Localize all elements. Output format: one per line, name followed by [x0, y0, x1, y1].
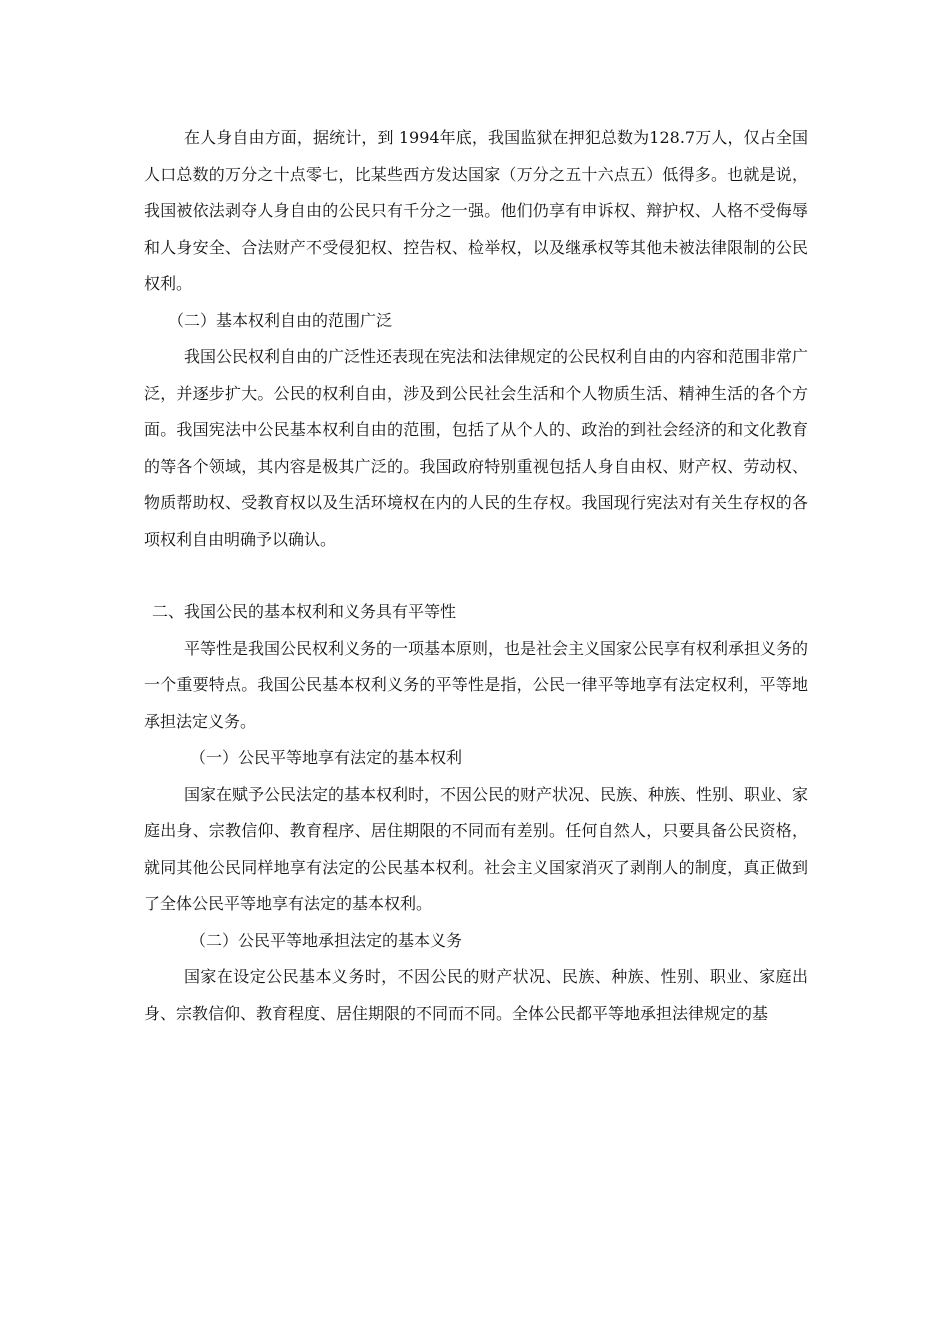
paragraph-personal-freedom: 在人身自由方面，据统计，到 1994年底，我国监狱在押犯总数为128.7万人，仅占全国人口总数的万分之十点零七，比某些西方发达国家（万分之五十六点五）低得多。也就是说，我国被依法剥夺人身自由的公民只有千分之一强。他们仍享有申诉权、辩护权、人格不受侮辱和人身安全、合法财产不受侵犯权、控告权、检举权，以及继承权等其他未被法律限制的公民权利。 — [144, 128, 808, 293]
subheading-equal-duties: （二）公民平等地承担法定的基本义务 — [190, 930, 463, 950]
section-spacer — [144, 558, 808, 594]
subheading-equal-rights: （一）公民平等地享有法定的基本权利 — [190, 748, 463, 767]
subheading-scope-of-rights: （二）基本权利自由的范围广泛 — [168, 310, 393, 330]
paragraph-equality-principle: 平等性是我国公民权利义务的一项基本原则，也是社会主义国家公民享有权利承担义务的一个重要特点。我国公民基本权利义务的平等性是指，公民一律平等地享有法定权利，平等地承担法定义务。 — [144, 638, 809, 731]
paragraph-breadth-of-rights: 我国公民权利自由的广泛性还表现在宪法和法律规定的公民权利自由的内容和范围非常广泛，并逐步扩大。公民的权利自由，涉及到公民社会生活和个人物质生活、精神生活的各个方面。我国宪法中公民基本权利自由的范围，包括了从个人的、政治的到社会经济的和文化教育的等各个领域，其内容是极其广泛的。我国政府特别重视包括人身自由权、财产权、劳动权、物质帮助权、受教育权以及生活环境权在内的人民的生存权。我国现行宪法对有关生存权的各项权利自由明确予以确认。 — [144, 347, 809, 549]
paragraph-equal-duties: 国家在设定公民基本义务时，不因公民的财产状况、民族、种族、性别、职业、家庭出身、宗教信仰、教育程度、居住期限的不同而不同。全体公民都平等地承担法律规定的基 — [144, 967, 808, 1023]
section-heading-equality: 二、我国公民的基本权利和义务具有平等性 — [152, 602, 457, 621]
document-body — [144, 120, 808, 1032]
paragraph-equal-rights: 国家在赋予公民法定的基本权利时，不因公民的财产状况、民族、种族、性别、职业、家庭出身、宗教信仰、教育程序、居住期限的不同而有差别。任何自然人，只要具备公民资格，就同其他公民同样地享有法定的公民基本权利。社会主义国家消灭了剥削人的制度，真正做到了全体公民平等地享有法定的基本权利。 — [144, 784, 809, 913]
